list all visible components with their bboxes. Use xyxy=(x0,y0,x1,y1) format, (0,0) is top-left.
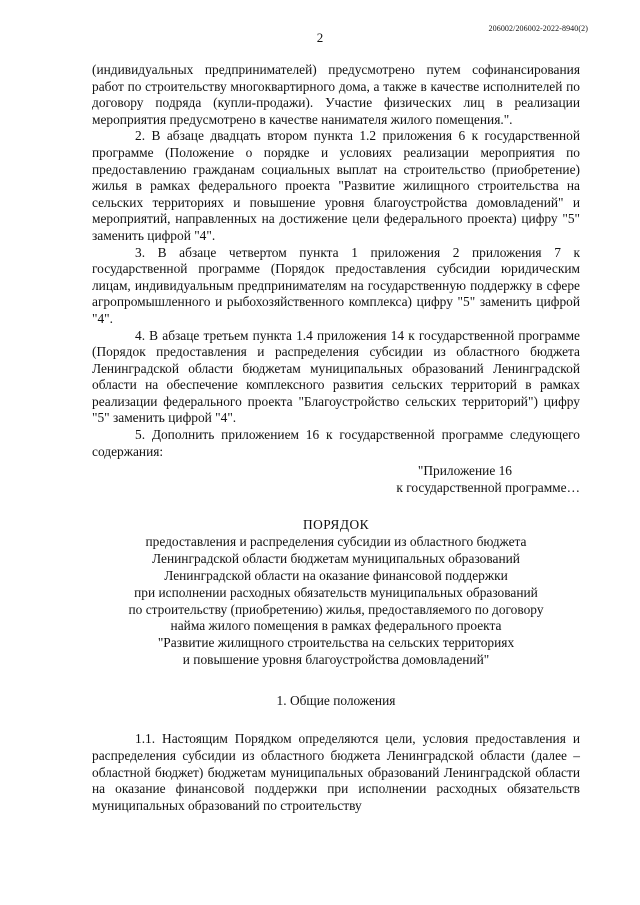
subtitle-line: по строительству (приобретению) жилья, предоставляемого по договору xyxy=(128,601,544,617)
section-1-heading: 1. Общие положения xyxy=(276,692,396,708)
subtitle-line: "Развитие жилищного строительства на сельских территориях xyxy=(157,635,515,651)
paragraph-5: 5. Дополнить приложением 16 к государственной программе следующего содержания: xyxy=(92,427,580,459)
order-title: ПОРЯДОК xyxy=(302,516,370,532)
paragraph-2: 2. В абзаце двадцать втором пункта 1.2 приложения 6 к государственной программе (Положение о порядке и условиях реализации мероприятия по предоставлению гражданам социальных выплат на строительство (приобретение) жилья в рамках федерального проекта "Развитие жилищного строительства на сельских территориях и повышение уровня благоустройства домовладений" и мероприятий, направленных на достижение цели федерального проекта) цифру "5" заменить цифрой "4". xyxy=(92,128,580,243)
subtitle-line: найма жилого помещения в рамках федерального проекта xyxy=(170,618,502,634)
paragraph-intro: (индивидуальных предпринимателей) предусмотрено путем софинансирования работ по строительству многоквартирного дома, а также в качестве исполнителей по договору подряда (купли-продажи). Участие физических лиц в реализации мероприятия предусмотрено в качестве нанимателя жилого помещения.". xyxy=(92,62,580,127)
paragraph-4: 4. В абзаце третьем пункта 1.4 приложения 14 к государственной программе (Порядок предоставления и распределения субсидии из областного бюджета Ленинградской области бюджетам муниципальных образований Ленинградской области на обеспечение комплексного развития сельских территорий в рамках реализации федерального проекта "Благоустройство сельских территорий") цифру "5" заменить цифрой "4". xyxy=(92,327,580,426)
appendix-ref-line-1: "Приложение 16 xyxy=(417,463,512,479)
page-number: 2 xyxy=(316,30,324,45)
subtitle-line: Ленинградской области на оказание финансовой поддержки xyxy=(164,568,508,584)
paragraph-1-1: 1.1. Настоящим Порядком определяются цели, условия предоставления и распределения субсидии из областного бюджета Ленинградской области (далее – областной бюджет) бюджетам муниципальных образований Ленинградской области на оказание финансовой поддержки при исполнении расходных обязательств муниципальных образований по строительству xyxy=(92,731,580,813)
document-id: 206002/206002-2022-8940(2) xyxy=(488,24,588,33)
paragraph-3: 3. В абзаце четвертом пункта 1 приложения 2 приложения 7 к государственной программе (Порядок предоставления субсидии юридическим лицам, индивидуальным предпринимателям на государственную поддержку в сфере агропромышленного и рыбохозяйственного комплекса) цифру "5" заменить цифрой "4". xyxy=(92,244,580,326)
appendix-reference xyxy=(92,463,580,497)
subtitle-line: Ленинградской области бюджетам муниципальных образований xyxy=(152,551,520,567)
subtitle-line: и повышение уровня благоустройства домовладений" xyxy=(182,652,490,668)
order-subtitle xyxy=(92,534,580,668)
subtitle-line: при исполнении расходных обязательств муниципальных образований xyxy=(134,584,538,600)
appendix-ref-line-2: к государственной программе… xyxy=(396,480,580,496)
subtitle-line: предоставления и распределения субсидии из областного бюджета xyxy=(145,534,527,550)
document-body xyxy=(92,62,580,814)
